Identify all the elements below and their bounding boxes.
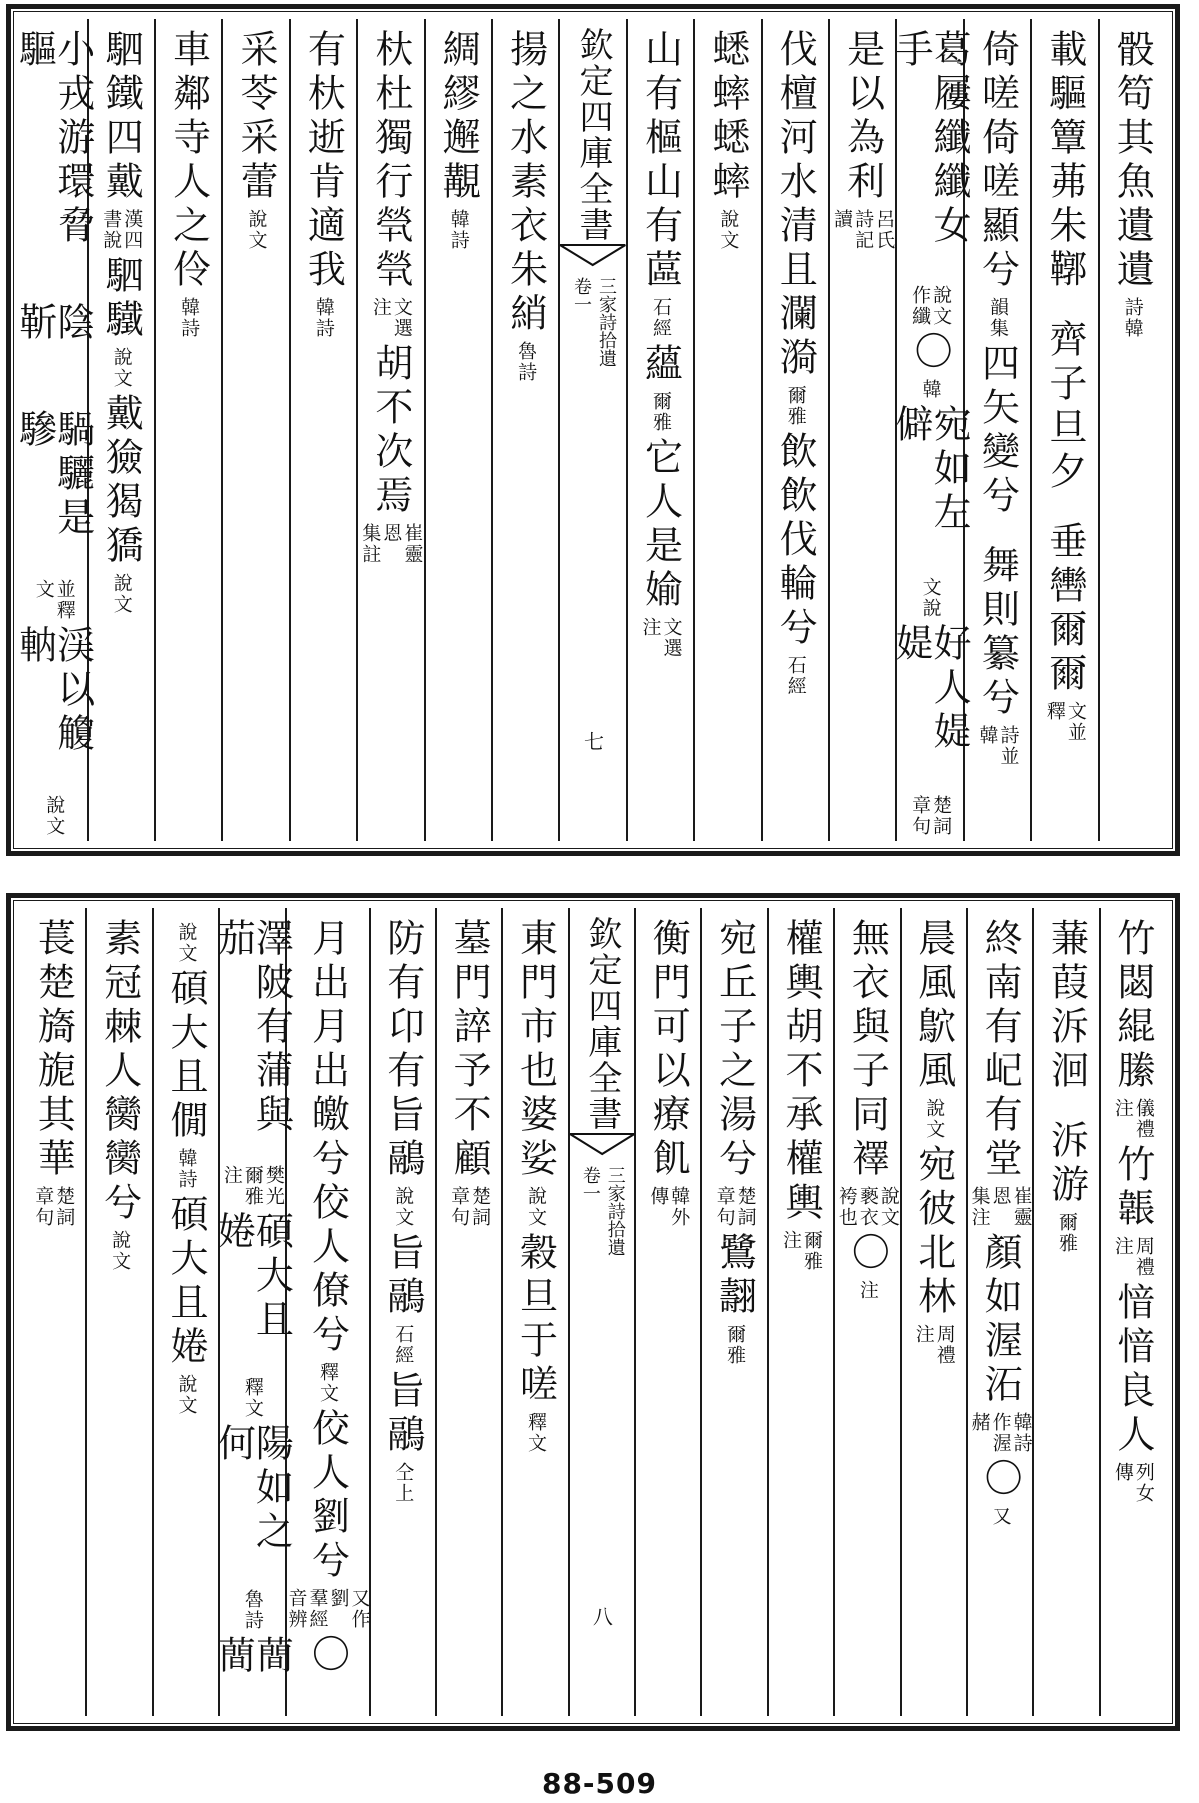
text-column: [1099, 908, 1165, 1716]
text-column: [369, 908, 435, 1716]
center-book-title: 欽定四庫全書: [573, 27, 614, 243]
main-text: 載驅簟茀朱鞹: [1042, 29, 1087, 293]
main-text: 駟鐵四戴: [99, 29, 144, 205]
annotation: [243, 1589, 262, 1631]
folio-number: 八: [589, 1606, 614, 1626]
annotation: [639, 617, 683, 659]
annotation: [831, 209, 896, 251]
text-column: [1032, 908, 1098, 1716]
main-text: 權輿胡不承權輿: [778, 918, 823, 1226]
annotation: [786, 385, 805, 427]
annotation-line: 石經: [784, 655, 807, 697]
text-column: [966, 908, 1032, 1716]
annotation: [858, 1280, 877, 1301]
center-book-title: 欽定四庫全書: [581, 916, 622, 1132]
annotation-line: 注: [779, 1230, 802, 1251]
annotation: [359, 523, 424, 565]
main-text: 〇: [978, 1458, 1023, 1502]
annotation-line: 爾雅: [784, 385, 807, 427]
annotation-line: 儀禮: [1132, 1098, 1155, 1140]
annotation: [109, 1230, 132, 1272]
annotation: [449, 209, 468, 251]
annotation-line: 說文: [717, 209, 740, 251]
annotation: [112, 573, 131, 615]
fishtail-mark: [560, 243, 625, 273]
annotation-line: 羣經: [306, 1588, 329, 1630]
main-text: 它人是媮: [638, 437, 683, 613]
annotation: [175, 1374, 198, 1416]
main-text: 泝游: [1044, 1120, 1089, 1208]
text-column: [154, 19, 221, 841]
main-text: 陽如之何: [211, 1423, 294, 1555]
annotation: [1113, 1462, 1153, 1504]
annotation-line: 釋文: [524, 1412, 547, 1454]
text-column: [700, 908, 766, 1716]
text-column: [828, 19, 895, 841]
annotation: [991, 1506, 1010, 1527]
annotation-line: 韓外: [668, 1186, 691, 1228]
text-column: [634, 908, 700, 1716]
text-column: [221, 19, 288, 841]
text-column: [1030, 19, 1097, 841]
annotation-line: 爾雅: [800, 1230, 823, 1272]
annotation: [909, 285, 953, 328]
text-column: [761, 19, 828, 841]
center-column: [558, 19, 625, 841]
main-text: 四矢變兮: [975, 343, 1020, 519]
annotation: [781, 1230, 821, 1272]
annotation-line: 傳: [1111, 1462, 1134, 1483]
annotation-line: 石經: [649, 297, 672, 339]
main-text: 垂轡爾爾: [1042, 521, 1087, 697]
annotation-line: 詩韓: [1121, 297, 1144, 339]
annotation: [1045, 701, 1085, 743]
annotation-line: 周禮: [933, 1324, 956, 1366]
annotation: [175, 922, 198, 964]
main-text: 舞則纂兮: [975, 545, 1020, 721]
main-text: 萇楚旖旎其華: [31, 918, 76, 1182]
main-text: 晨風鴥風: [911, 918, 956, 1094]
main-text: 佼人劉兮: [305, 1408, 350, 1584]
main-text: 戴獫猲獢: [99, 393, 144, 569]
annotation-line: 赭: [968, 1412, 991, 1433]
annotation: [909, 794, 953, 837]
annotation-line: 說文: [43, 794, 66, 837]
main-text: 杕杜獨行煢煢: [368, 29, 413, 293]
text-column: [889, 19, 972, 841]
text-column: [87, 19, 154, 841]
annotation-line: 書說: [100, 209, 123, 251]
annotation: [970, 1186, 1031, 1228]
text-column: [289, 19, 356, 841]
annotation-line: 又: [989, 1506, 1012, 1527]
main-text: 采苓采蕾: [234, 29, 279, 205]
annotation: [1113, 1098, 1153, 1140]
annotation-line: 章句: [32, 1186, 55, 1228]
annotation-line: 韓: [919, 379, 942, 401]
annotation-line: 韓詩: [1010, 1412, 1033, 1454]
main-text: 墓門誶予不顧: [447, 918, 492, 1182]
annotation: [371, 297, 411, 339]
annotation-line: 韓詩: [312, 297, 335, 339]
main-text: 旨鷊: [380, 1232, 425, 1320]
annotation: [1057, 1212, 1076, 1254]
annotation-line: 文說: [919, 576, 942, 619]
main-text: 駟驖: [99, 255, 144, 343]
annotation-line: 楚詞: [53, 1186, 76, 1228]
annotation-line: 恩: [989, 1186, 1012, 1207]
main-text: 骰笱其魚遺遺: [1110, 29, 1155, 293]
annotation-line: 注: [1111, 1236, 1134, 1257]
annotation-line: 釋文: [317, 1362, 339, 1404]
text-column: [12, 19, 95, 841]
annotation-line: 文並: [1064, 701, 1087, 743]
annotation-line: 說文: [175, 922, 198, 964]
main-text: 綢繆邂覯: [436, 29, 481, 205]
annotation-line: 石經: [392, 1324, 415, 1366]
annotation-line: 注: [1111, 1098, 1134, 1119]
main-text: 月出月出皦兮佼人僚兮: [305, 918, 350, 1358]
main-text: 山有樞山有蓲: [638, 29, 683, 293]
main-text: 葛屨纖纖女手: [889, 29, 972, 249]
annotation-line: 集注: [968, 1186, 991, 1228]
annotation-line: 說文: [877, 1186, 900, 1228]
page-number: 88-509: [541, 1767, 658, 1800]
annotation-line: 說文: [392, 1186, 415, 1228]
annotation-line: 崔靈: [1010, 1186, 1033, 1228]
main-text: 顏如渥沰: [978, 1232, 1023, 1408]
main-text: 陰靳: [12, 302, 95, 347]
text-column: [285, 908, 369, 1716]
main-text: 蕳蕳: [211, 1635, 294, 1679]
annotation: [178, 297, 201, 339]
annotation-line: 詩並: [997, 725, 1020, 767]
annotation-line: 韓詩: [447, 209, 470, 251]
annotation: [34, 579, 74, 621]
annotation: [526, 1412, 545, 1454]
annotation-line: 讀: [831, 209, 854, 230]
main-text: 穀旦于嗟: [513, 1232, 558, 1408]
annotation: [970, 1412, 1031, 1454]
annotation-line: 作渥: [989, 1412, 1012, 1454]
bottom-page: [6, 893, 1180, 1731]
annotation: [976, 725, 1020, 767]
annotation: [715, 1186, 755, 1228]
main-text: 碩大且婘: [163, 1194, 208, 1370]
annotation-line: 爾雅: [649, 391, 672, 433]
annotation-line: 漢四: [121, 209, 144, 251]
text-column: [501, 908, 567, 1716]
annotation-line: 說文: [524, 1186, 547, 1228]
annotation: [287, 1588, 369, 1630]
main-text: 蟋蟀蟋蟀: [705, 29, 750, 205]
main-text: 車鄰寺人之伶: [166, 29, 211, 293]
main-text: 鷺翿: [712, 1232, 757, 1320]
annotation-line: 說文: [175, 1374, 198, 1416]
annotation: [392, 1186, 415, 1228]
annotation-line: 呂氏: [873, 209, 896, 251]
text-column: [435, 908, 501, 1716]
annotation-line: 文: [32, 579, 55, 601]
text-column: [211, 908, 294, 1716]
annotation-line: 樊光: [262, 1165, 285, 1207]
main-text: 〇: [845, 1232, 890, 1276]
annotation-line: 楚詞: [734, 1186, 757, 1228]
annotation: [175, 1148, 198, 1190]
main-text: 竹韔: [1110, 1144, 1155, 1232]
text-column: [491, 19, 558, 841]
annotation-line: 崔靈: [401, 523, 424, 565]
text-column: [152, 908, 218, 1716]
main-text: 伐檀河水清且瀾漪: [773, 29, 818, 381]
main-text: 胡不次焉: [368, 343, 413, 519]
annotation: [724, 1324, 747, 1366]
annotation-line: 魯詩: [241, 1589, 264, 1631]
main-text: 宛彼北林: [911, 1144, 956, 1320]
center-column: [568, 908, 634, 1716]
main-text: 好人媞媞: [889, 622, 972, 755]
annotation-line: 列女: [1132, 1462, 1155, 1504]
annotation-line: 韻集: [986, 297, 1009, 339]
main-text: 宛如左僻: [889, 404, 972, 537]
main-text: 〇: [305, 1634, 350, 1678]
annotation-line: 又作: [348, 1588, 371, 1630]
main-text: 衡門可以療飢: [646, 918, 691, 1182]
annotation: [921, 577, 940, 619]
bottom-page-columns: [21, 908, 1165, 1716]
main-text: 愔愔良人: [1110, 1282, 1155, 1458]
text-column: [21, 908, 85, 1716]
main-text: 碩大且僩: [163, 968, 208, 1144]
annotation: [43, 794, 66, 837]
folio-number: 七: [580, 731, 605, 751]
main-text: 終南有屺有堂: [978, 918, 1023, 1182]
annotation-line: 爾雅: [241, 1165, 264, 1207]
annotation-line: 釋: [1043, 701, 1066, 722]
text-column: [85, 908, 151, 1716]
main-text: 是以為利: [840, 29, 885, 205]
annotation: [32, 1186, 76, 1228]
fishtail-mark: [570, 1132, 634, 1162]
annotation: [392, 1324, 415, 1366]
annotation: [112, 347, 131, 389]
annotation-line: 韓: [976, 725, 999, 746]
main-text: 竹閟緄縢: [1110, 918, 1155, 1094]
annotation-line: 並釋: [53, 579, 76, 622]
annotation-line: 音辨: [285, 1588, 308, 1630]
main-text: 旨鷊: [380, 1370, 425, 1458]
annotation-line: 注: [369, 297, 392, 318]
annotation-line: 說文: [109, 1230, 132, 1272]
main-text: 澤陂有蒲與茄: [211, 918, 294, 1138]
annotation: [914, 1324, 954, 1366]
annotation: [651, 391, 670, 433]
annotation-line: 文選: [390, 297, 413, 339]
annotation-line: 仝上: [392, 1462, 415, 1504]
top-page-columns: [12, 19, 1165, 841]
text-column: [963, 19, 1030, 841]
annotation: [717, 209, 740, 251]
annotation-line: 褻衣: [856, 1186, 879, 1228]
text-column: [626, 19, 693, 841]
text-column: [693, 19, 760, 841]
annotation: [1123, 297, 1142, 339]
annotation-line: 韓詩: [178, 297, 201, 339]
main-text: 蘊: [638, 343, 683, 387]
text-column: [356, 19, 423, 841]
annotation-line: 周禮: [1132, 1236, 1155, 1278]
main-text: 東門市也婆娑: [513, 918, 558, 1182]
annotation: [526, 1186, 545, 1228]
annotation-line: 注: [912, 1324, 935, 1345]
annotation-line: 說文: [923, 1098, 946, 1140]
annotation: [247, 209, 266, 251]
main-text: 有杕逝肯適我: [301, 29, 346, 293]
annotation: [1113, 1236, 1153, 1278]
annotation-line: 爾雅: [724, 1324, 747, 1366]
main-text: 倚嗟倚嗟顯兮: [975, 29, 1020, 293]
annotation: [988, 297, 1007, 339]
center-subtitle: 卷一: [579, 1166, 601, 1202]
main-text: 〇: [908, 331, 953, 376]
annotation-line: 集註: [359, 523, 382, 565]
annotation-line: 章句: [448, 1186, 471, 1228]
annotation-line: 章句: [713, 1186, 736, 1228]
center-subtitle: 卷一: [571, 277, 593, 313]
main-text: 無衣與子同襗: [845, 918, 890, 1182]
annotation-line: 作纖: [909, 285, 932, 328]
annotation-line: 韓詩: [175, 1148, 198, 1190]
center-subtitle-group: [571, 277, 615, 367]
annotation: [314, 297, 333, 339]
center-subtitle-group: [580, 1166, 624, 1256]
main-text: 渓以觼軜: [12, 625, 95, 758]
annotation: [243, 1377, 262, 1419]
annotation-line: 章句: [909, 794, 932, 837]
annotation-line: 說文: [930, 285, 953, 328]
main-text: 防有卬有旨鷊: [380, 918, 425, 1182]
annotation: [921, 379, 940, 400]
annotation: [100, 209, 144, 251]
main-text: 素冠棘人臠臠兮: [97, 918, 142, 1226]
annotation-line: 注: [856, 1280, 879, 1301]
annotation-line: 袴也: [835, 1186, 858, 1228]
text-column: [833, 908, 899, 1716]
annotation-line: 詩記: [852, 209, 875, 251]
main-text: 騧驪是驂: [12, 409, 95, 542]
center-subtitle: 三家詩拾遺: [595, 277, 617, 367]
annotation-line: 傳: [647, 1186, 670, 1207]
annotation: [837, 1186, 898, 1228]
annotation-line: 爾雅: [1055, 1212, 1078, 1254]
annotation: [515, 341, 538, 383]
main-text: 揚之水素衣朱綃: [503, 29, 548, 337]
main-text: 小戎游環脅驅: [12, 29, 95, 249]
annotation: [647, 1186, 691, 1228]
annotation-line: 楚詞: [930, 794, 953, 837]
annotation: [222, 1165, 283, 1207]
main-text: 碩大且婘: [211, 1211, 294, 1343]
annotation-line: 釋文: [241, 1377, 264, 1419]
annotation: [923, 1098, 946, 1140]
annotation-line: 文選: [660, 617, 683, 659]
main-text: 宛丘子之湯兮: [712, 918, 757, 1182]
main-text: 蒹葭泝洄: [1044, 918, 1089, 1094]
annotation-line: 注: [220, 1165, 243, 1186]
annotation: [318, 1362, 337, 1404]
annotation-line: 注: [639, 617, 662, 638]
main-text: 齊子旦夕: [1042, 319, 1087, 495]
annotation: [786, 655, 805, 697]
annotation: [448, 1186, 492, 1228]
text-column: [424, 19, 491, 841]
annotation-line: 恩: [380, 523, 403, 544]
annotation: [651, 297, 670, 339]
annotation-line: 楚詞: [469, 1186, 492, 1228]
main-text: 飲飲伐輪兮: [773, 431, 818, 651]
annotation: [392, 1462, 415, 1504]
text-column: [1098, 19, 1165, 841]
text-column: [767, 908, 833, 1716]
text-column: [900, 908, 966, 1716]
top-page: [6, 4, 1180, 856]
annotation-line: 劉: [327, 1588, 350, 1609]
annotation-line: 說文: [110, 347, 133, 389]
annotation-line: 說文: [110, 573, 133, 615]
annotation-line: 魯詩: [515, 341, 538, 383]
center-subtitle: 三家詩拾遺: [604, 1166, 626, 1256]
annotation-line: 說文: [245, 209, 268, 251]
